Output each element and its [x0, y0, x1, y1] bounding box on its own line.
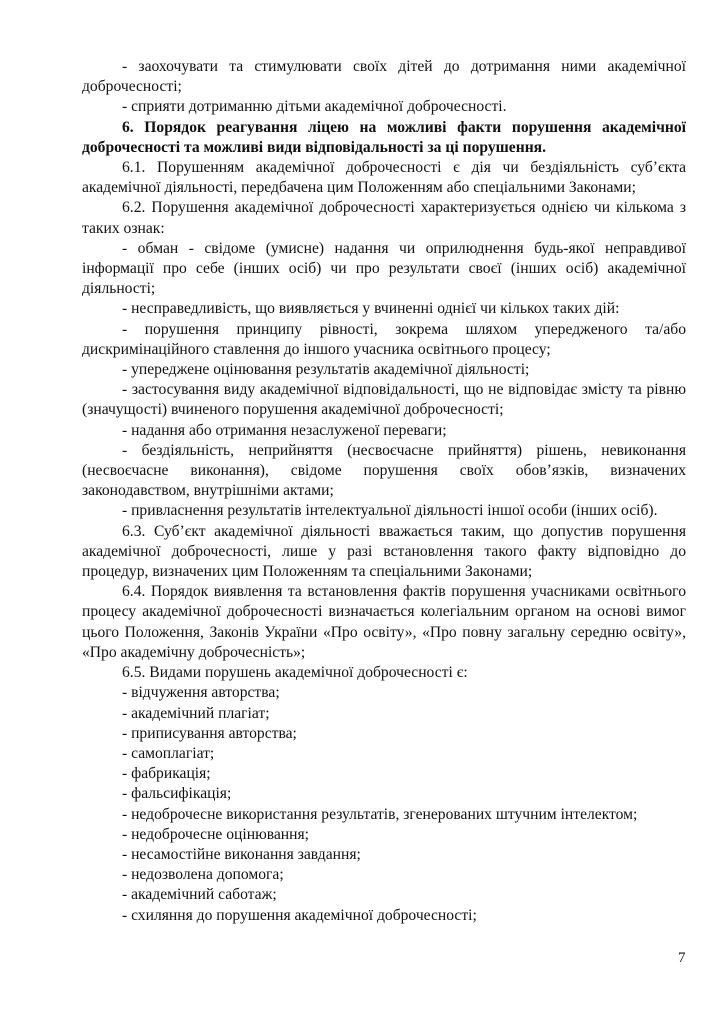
list-item: - фабрикація; — [122, 765, 211, 783]
paragraph: 6.4. Порядок виявлення та встановлення фактів порушення учасниками освітнього процесу академічної доброчесності визначається колегіальним органом на основі вимог цього Положення, Законів України «Про освіту», «Про повну загальну середню освіту», «Про академічну доброчесність»; — [82, 583, 686, 661]
paragraph: 6.3. Суб’єкт академічної діяльності вважається таким, що допустив порушення академічної доброчесності, лише у разі встановлення такого факту відповідно до процедур, визначених цим Положенням та спеціальними Законами; — [82, 522, 686, 581]
list-item: - надання або отримання незаслуженої переваги; — [122, 421, 447, 439]
list-item: - сприяти дотриманню дітьми академічної доброчесності. — [122, 98, 507, 116]
list-item: - порушення принципу рівності, зокрема шляхом упередженого та/або дискримінаційного ставлення до іншого учасника освітнього процесу; — [82, 320, 686, 358]
document-body — [82, 57, 686, 926]
list-item: - недозволена допомога; — [122, 866, 284, 884]
list-item: - упереджене оцінювання результатів академічної діяльності; — [122, 361, 530, 379]
list-item: - академічний плагіат; — [122, 704, 270, 722]
list-item: - заохочувати та стимулювати своїх дітей до дотримання ними академічної доброчесності; — [82, 58, 686, 96]
list-item: - бездіяльність, неприйняття (несвоєчасне прийняття) рішень, невиконання (несвоєчасне виконання), свідоме порушення своїх обов’язків, визначених законодавством, внутрішніми актами; — [82, 441, 686, 500]
paragraph: 6.1. Порушенням академічної доброчесності є дія чи бездіяльність суб’єкта академічної діяльності, передбачена цим Положенням або спеціальними Законами; — [82, 159, 686, 197]
list-item: - приписування авторства; — [122, 724, 297, 742]
section-heading: 6. Порядок реагування ліцею на можливі факти порушення академічної доброчесності та можливі види відповідальності за ці порушення. — [82, 118, 686, 156]
list-item: - застосування виду академічної відповідальності, що не відповідає змісту та рівню (значущості) вчиненого порушення академічної доброчесності; — [82, 381, 686, 419]
list-item: - схиляння до порушення академічної доброчесності; — [122, 906, 477, 924]
list-item: - несамостійне виконання завдання; — [122, 845, 361, 863]
list-item: - привласнення результатів інтелектуальної діяльності іншої особи (інших осіб). — [122, 502, 658, 520]
page-number: 7 — [678, 950, 686, 966]
paragraph: 6.2. Порушення академічної доброчесності характеризується однією чи кількома з таких ознак: — [82, 199, 686, 237]
list-item: - академічний саботаж; — [122, 886, 277, 904]
list-item: - несправедливість, що виявляється у вчиненні однієї чи кількох таких дій: — [122, 300, 620, 318]
list-item: - фальсифікація; — [122, 785, 232, 803]
list-item: - обман - свідоме (умисне) надання чи оприлюднення будь-якої неправдивої інформації про себе (інших осіб) чи про результати своєї (інших осіб) академічної діяльності; — [82, 239, 686, 298]
list-item: - самоплагіат; — [122, 744, 215, 762]
list-item: - відчуження авторства; — [122, 684, 280, 702]
list-item: - недоброчесне оцінювання; — [122, 825, 309, 843]
paragraph: 6.5. Видами порушень академічної доброчесності є: — [122, 664, 468, 682]
list-item: - недоброчесне використання результатів, згенерованих штучним інтелектом; — [122, 805, 638, 823]
